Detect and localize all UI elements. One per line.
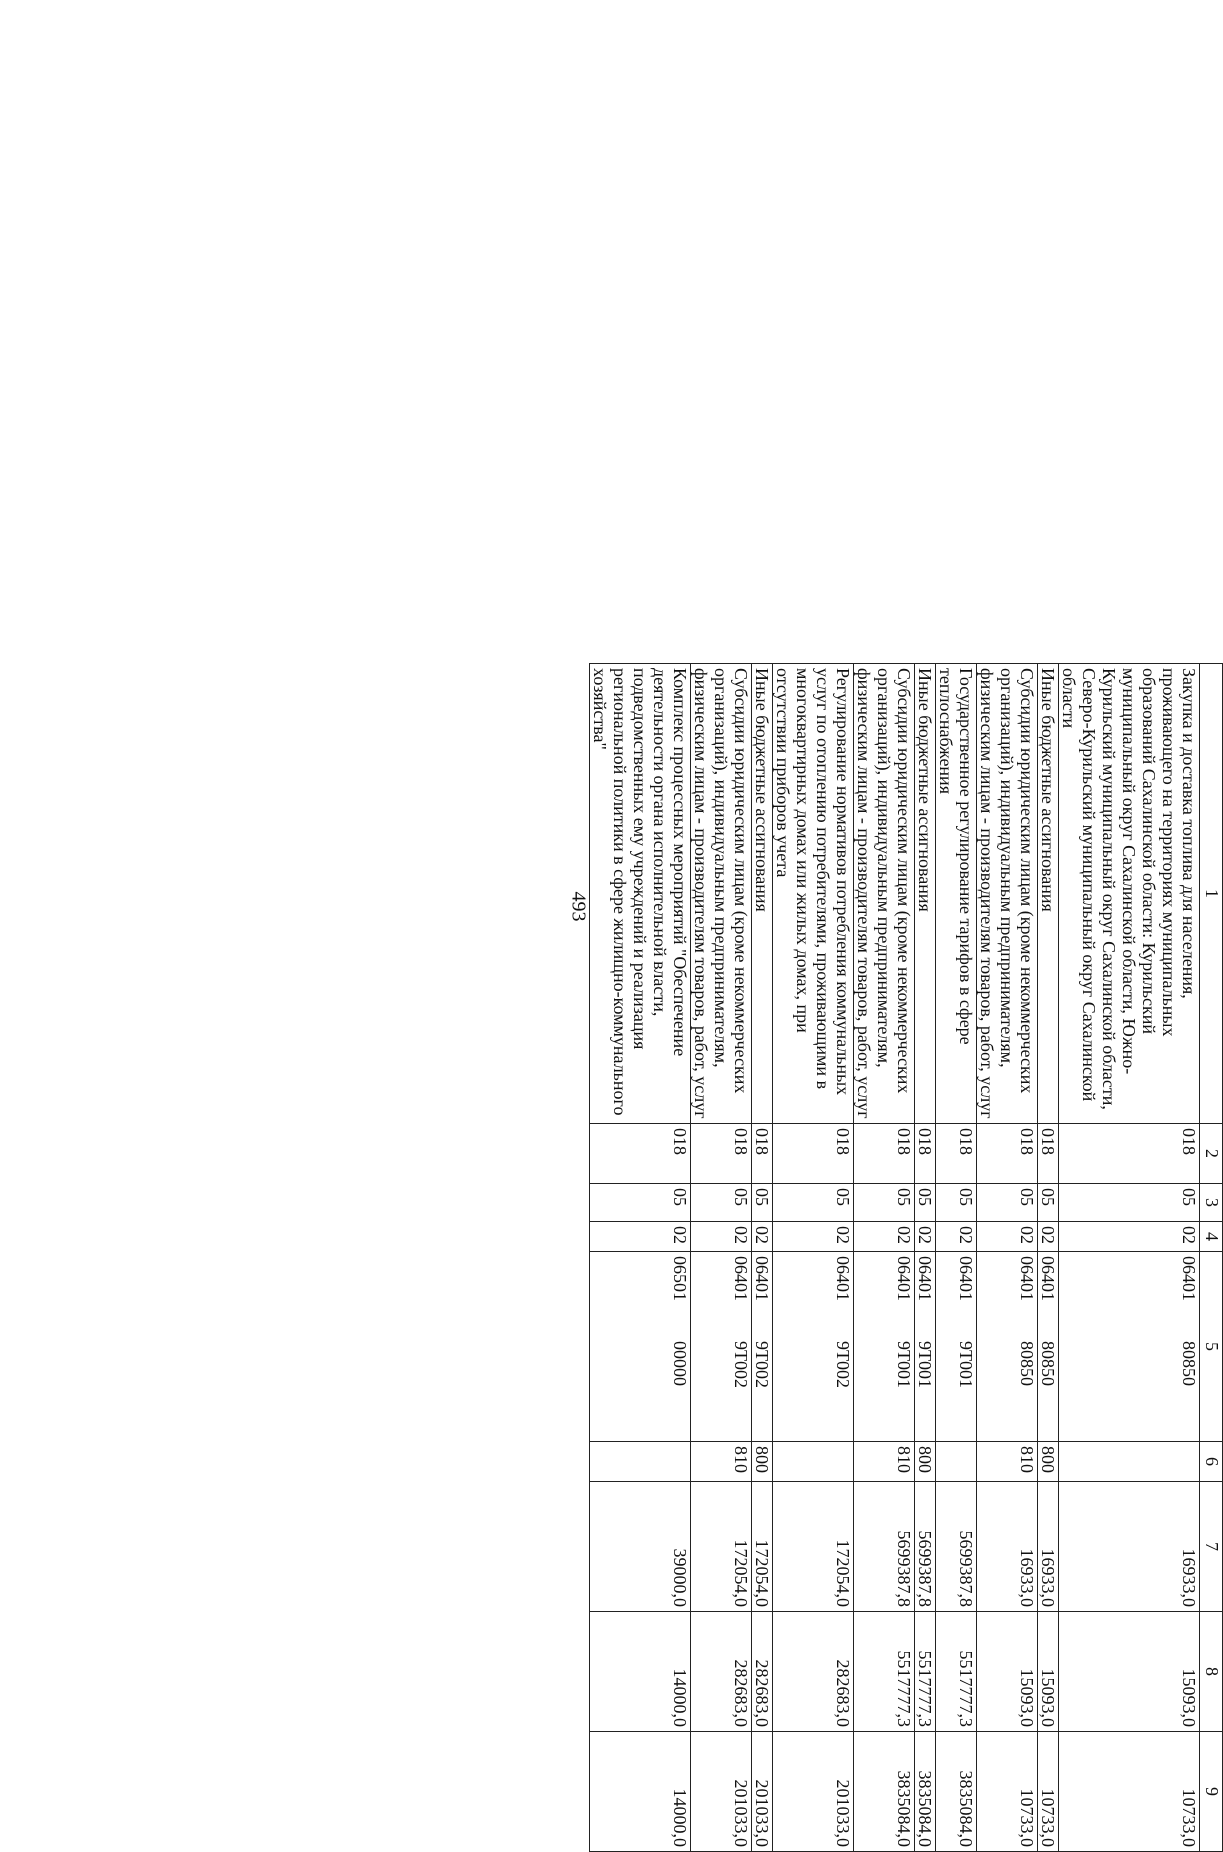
row-name: Субсидии юридическим лицам (кроме некоммерческих организаций), индивидуальным предпринимателям, физическим лицам - производителям товаров, работ, услуг	[691, 664, 752, 1124]
target-article-direction: 80850	[1017, 1341, 1037, 1386]
subsection-cell: 02	[773, 1222, 854, 1252]
column-header: 8	[1200, 1612, 1223, 1732]
column-header: 4	[1200, 1222, 1223, 1252]
target-article-program: 06401	[1017, 1256, 1037, 1301]
amount-year2-cell: 14000,0	[590, 1612, 691, 1732]
amount-year3-cell: 14000,0	[590, 1732, 691, 1852]
amount-year1-cell: 16933,0	[977, 1482, 1038, 1612]
target-article-program: 06401	[1038, 1256, 1058, 1301]
section-cell: 05	[915, 1184, 936, 1222]
expense-type-cell: 800	[915, 1442, 936, 1482]
expense-type-cell: 810	[854, 1442, 915, 1482]
amount-year2-cell: 15093,0	[1038, 1612, 1059, 1732]
amount-year1-cell: 172054,0	[773, 1482, 854, 1612]
subsection-cell: 02	[915, 1222, 936, 1252]
row-name: Иные бюджетные ассигнования	[752, 664, 773, 1124]
column-header: 5	[1200, 1252, 1223, 1442]
amount-year3-cell: 3835084,0	[854, 1732, 915, 1852]
target-article-direction: 80850	[1179, 1341, 1199, 1386]
gov-code-cell: 018	[1059, 1124, 1200, 1184]
amount-year2-cell: 282683,0	[773, 1612, 854, 1732]
target-article-program: 06401	[915, 1256, 935, 1301]
table-row	[977, 664, 1038, 1852]
section-cell: 05	[854, 1184, 915, 1222]
amount-year1-cell: 5699387,8	[915, 1482, 936, 1612]
section-cell: 05	[1038, 1184, 1059, 1222]
section-cell: 05	[752, 1184, 773, 1222]
target-article-program: 06401	[894, 1256, 914, 1301]
target-article-cell	[752, 1252, 773, 1442]
amount-year3-cell: 201033,0	[752, 1732, 773, 1852]
target-article-cell	[1059, 1252, 1200, 1442]
amount-year3-cell: 201033,0	[691, 1732, 752, 1852]
table-row	[691, 664, 752, 1852]
amount-year2-cell: 5517777,3	[915, 1612, 936, 1732]
target-article-direction: 9Т002	[731, 1341, 751, 1388]
page-number: 493	[567, 891, 590, 922]
target-article-cell	[590, 1252, 691, 1442]
expense-type-cell: 800	[1038, 1442, 1059, 1482]
target-article-program: 06401	[833, 1256, 853, 1301]
row-name: Закупка и доставка топлива для населения, проживающего на территориях муниципальных образований Сахалинской области: Курильский муниципальный округ Сахалинской области, Южно-Курильский муниципальный округ Сахалинской области, Северо-Курильский муниципальный округ Сахалинской области	[1059, 664, 1200, 1124]
subsection-cell: 02	[691, 1222, 752, 1252]
section-cell: 05	[936, 1184, 977, 1222]
section-cell: 05	[691, 1184, 752, 1222]
row-name: Государственное регулирование тарифов в сфере теплоснабжения	[936, 664, 977, 1124]
gov-code-cell: 018	[936, 1124, 977, 1184]
gov-code-cell: 018	[752, 1124, 773, 1184]
amount-year3-cell: 3835084,0	[936, 1732, 977, 1852]
target-article-cell	[854, 1252, 915, 1442]
row-name: Субсидии юридическим лицам (кроме некоммерческих организаций), индивидуальным предпринимателям, физическим лицам - производителям товаров, работ, услуг	[854, 664, 915, 1124]
expense-type-cell: 810	[977, 1442, 1038, 1482]
subsection-cell: 02	[1059, 1222, 1200, 1252]
target-article-direction: 9Т001	[894, 1341, 914, 1388]
target-article-program: 06401	[1179, 1256, 1199, 1301]
column-header: 7	[1200, 1482, 1223, 1612]
gov-code-cell: 018	[691, 1124, 752, 1184]
table-row	[854, 664, 915, 1852]
gov-code-cell: 018	[915, 1124, 936, 1184]
target-article-direction: 9Т001	[915, 1341, 935, 1388]
amount-year3-cell: 10733,0	[1059, 1732, 1200, 1852]
target-article-cell	[773, 1252, 854, 1442]
table-row	[915, 664, 936, 1852]
section-cell: 05	[773, 1184, 854, 1222]
subsection-cell: 02	[752, 1222, 773, 1252]
amount-year1-cell: 39000,0	[590, 1482, 691, 1612]
target-article-direction: 9Т002	[833, 1341, 853, 1388]
expense-type-cell	[936, 1442, 977, 1482]
row-name: Иные бюджетные ассигнования	[915, 664, 936, 1124]
amount-year2-cell: 15093,0	[977, 1612, 1038, 1732]
section-cell: 05	[1059, 1184, 1200, 1222]
expense-type-cell	[590, 1442, 691, 1482]
section-cell: 05	[977, 1184, 1038, 1222]
column-header: 2	[1200, 1124, 1223, 1184]
amount-year1-cell: 16933,0	[1038, 1482, 1059, 1612]
row-name: Комплекс процессных мероприятий "Обеспечение деятельности органа исполнительной власти, подведомственных ему учреждений и реализация региональной политики в сфере жилищно-коммунального хозяйства"	[590, 664, 691, 1124]
amount-year2-cell: 282683,0	[752, 1612, 773, 1732]
amount-year1-cell: 5699387,8	[854, 1482, 915, 1612]
target-article-direction: 9Т002	[752, 1341, 772, 1388]
column-header: 9	[1200, 1732, 1223, 1852]
target-article-cell	[936, 1252, 977, 1442]
column-header: 1	[1200, 664, 1223, 1124]
amount-year1-cell: 16933,0	[1059, 1482, 1200, 1612]
budget-table	[589, 663, 1223, 1852]
subsection-cell: 02	[590, 1222, 691, 1252]
target-article-program: 06401	[956, 1256, 976, 1301]
target-article-direction: 9Т001	[956, 1341, 976, 1388]
amount-year3-cell: 10733,0	[1038, 1732, 1059, 1852]
amount-year3-cell: 3835084,0	[915, 1732, 936, 1852]
gov-code-cell: 018	[854, 1124, 915, 1184]
target-article-cell	[1038, 1252, 1059, 1442]
table-row	[1059, 664, 1200, 1852]
gov-code-cell: 018	[1038, 1124, 1059, 1184]
amount-year2-cell: 15093,0	[1059, 1612, 1200, 1732]
row-name: Субсидии юридическим лицам (кроме некоммерческих организаций), индивидуальным предпринимателям, физическим лицам - производителям товаров, работ, услуг	[977, 664, 1038, 1124]
amount-year2-cell: 5517777,3	[936, 1612, 977, 1732]
row-name: Иные бюджетные ассигнования	[1038, 664, 1059, 1124]
gov-code-cell: 018	[977, 1124, 1038, 1184]
subsection-cell: 02	[854, 1222, 915, 1252]
target-article-program: 06401	[731, 1256, 751, 1301]
table-row	[1038, 664, 1059, 1852]
target-article-program: 06501	[670, 1256, 690, 1301]
table-row	[752, 664, 773, 1852]
target-article-cell	[915, 1252, 936, 1442]
gov-code-cell: 018	[590, 1124, 691, 1184]
expense-type-cell: 810	[691, 1442, 752, 1482]
table-container	[417, 663, 1223, 1847]
section-cell: 05	[590, 1184, 691, 1222]
expense-type-cell	[1059, 1442, 1200, 1482]
target-article-direction: 00000	[670, 1341, 690, 1386]
target-article-cell	[691, 1252, 752, 1442]
subsection-cell: 02	[1038, 1222, 1059, 1252]
target-article-direction: 80850	[1038, 1341, 1058, 1386]
expense-type-cell	[773, 1442, 854, 1482]
amount-year3-cell: 10733,0	[977, 1732, 1038, 1852]
amount-year1-cell: 5699387,8	[936, 1482, 977, 1612]
amount-year1-cell: 172054,0	[752, 1482, 773, 1612]
amount-year3-cell: 201033,0	[773, 1732, 854, 1852]
table-row	[773, 664, 854, 1852]
row-name: Регулирование нормативов потребления коммунальных услуг по отоплению потребителями, проживающими в многоквартирных домах или жилых домах, при отсутствии приборов учета	[773, 664, 854, 1124]
table-row	[590, 664, 691, 1852]
amount-year2-cell: 5517777,3	[854, 1612, 915, 1732]
target-article-program: 06401	[752, 1256, 772, 1301]
subsection-cell: 02	[936, 1222, 977, 1252]
column-header: 3	[1200, 1184, 1223, 1222]
gov-code-cell: 018	[773, 1124, 854, 1184]
table-row	[936, 664, 977, 1852]
header-row	[1200, 664, 1223, 1852]
amount-year1-cell: 172054,0	[691, 1482, 752, 1612]
expense-type-cell: 800	[752, 1442, 773, 1482]
column-header: 6	[1200, 1442, 1223, 1482]
amount-year2-cell: 282683,0	[691, 1612, 752, 1732]
subsection-cell: 02	[977, 1222, 1038, 1252]
target-article-cell	[977, 1252, 1038, 1442]
